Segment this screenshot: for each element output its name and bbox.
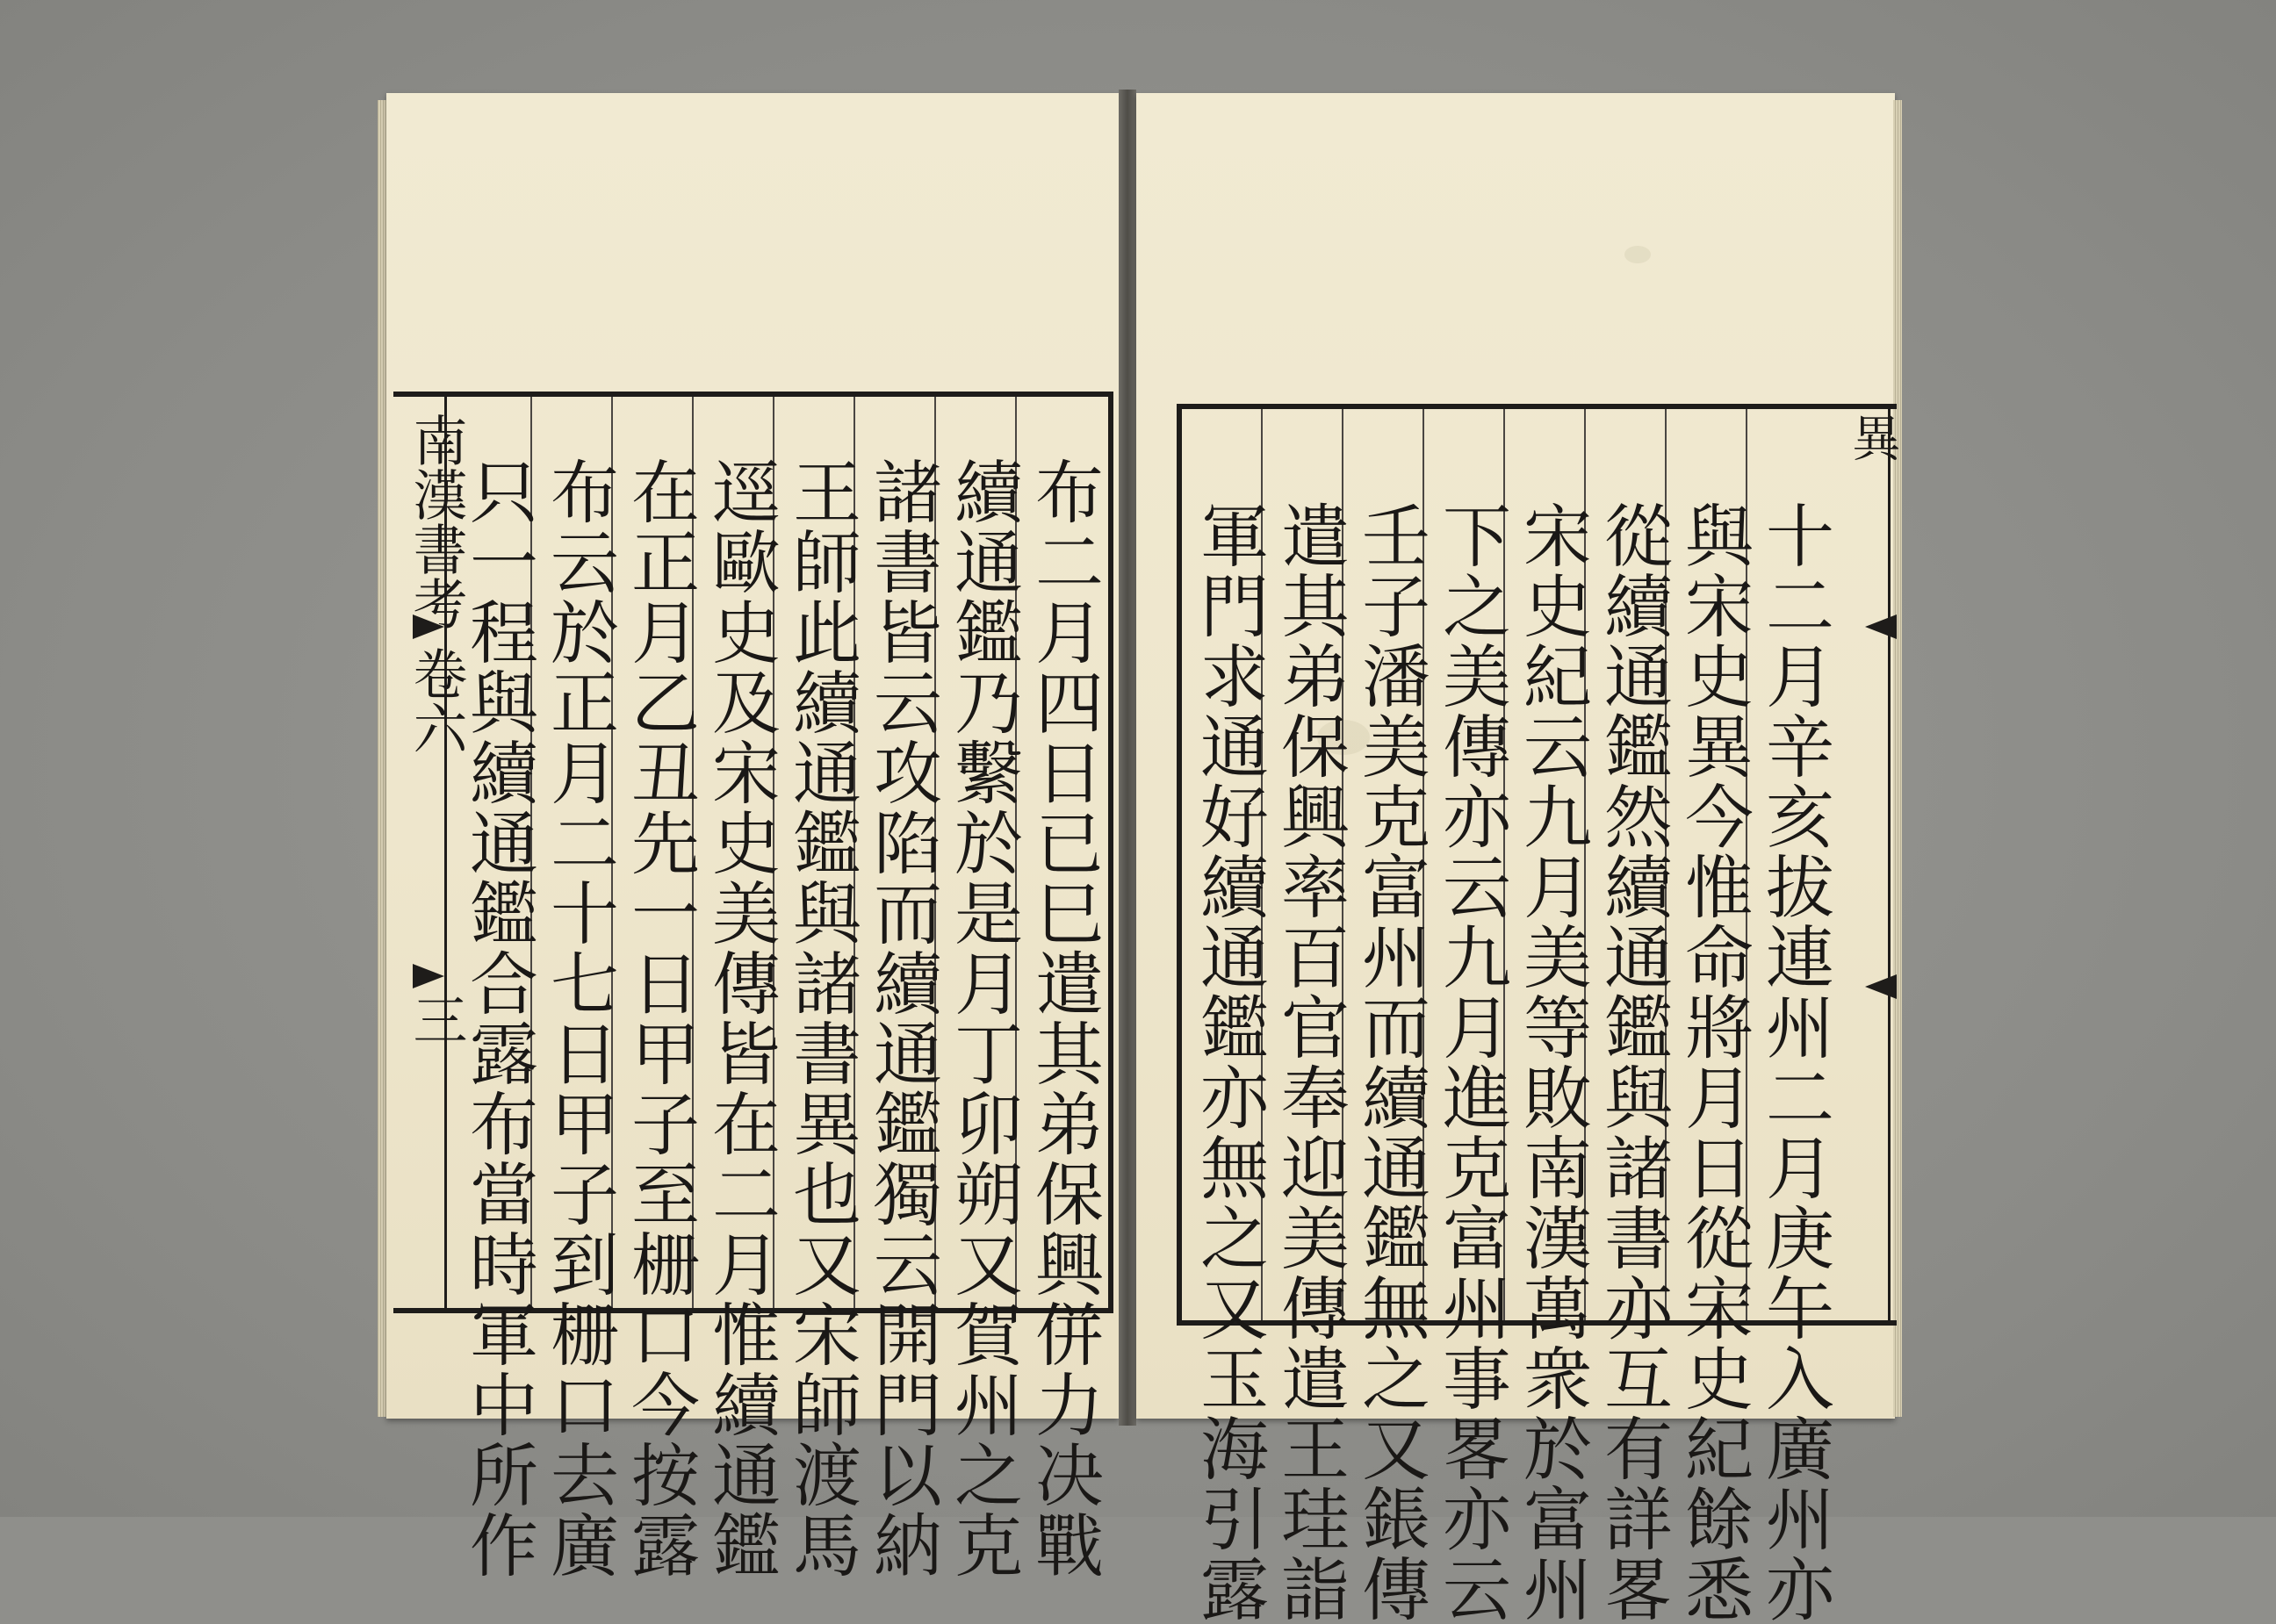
paper-stain <box>1624 246 1651 263</box>
left-page-edges <box>378 100 386 1417</box>
fishtail-mark-bottom <box>1865 974 1897 999</box>
left-column-1: 布二月四日已巳遣其弟保興併力决戰 <box>1024 456 1103 1580</box>
left-column-3: 諸書皆云攻陷而續通鑑獨云開門以納 <box>862 456 941 1580</box>
spine-volume: 卷六 <box>404 646 468 755</box>
book-gutter <box>1119 90 1136 1426</box>
left-column-6: 在正月乙丑先一日甲子至栅口今按露 <box>620 456 699 1580</box>
spine-title: 南漢書考 <box>404 413 468 630</box>
right-column-4: 宋史紀云九月美等敗南漢萬衆於富州 <box>1512 500 1591 1624</box>
left-column-2: 續通鑑乃繫於是月丁卯朔又賀州之克 <box>943 456 1022 1580</box>
left-column-8: 只一程與續通鑑合露布當時軍中所作 <box>458 456 537 1580</box>
right-column-5: 下之美傳亦云九月進克富州事畧亦云 <box>1431 500 1510 1624</box>
fishtail-mark-bottom <box>413 964 444 988</box>
left-column-4: 王師此續通鑑與諸書異也又宋師渡馬 <box>781 456 861 1580</box>
right-column-6: 壬子潘美克富州而續通鑑無之又鋹傳 <box>1350 500 1430 1624</box>
right-column-1: 十二月辛亥拔連州二月庚午入廣州亦 <box>1754 500 1833 1624</box>
spine-page-number: 三 <box>404 992 468 1046</box>
left-column-7: 布云於正月二十七日甲子到栅口去廣 <box>539 456 618 1580</box>
left-column-5: 逕歐史及宋史美傳皆在二月惟續通鑑 <box>701 456 780 1580</box>
margin-note: 異 <box>1844 413 1901 462</box>
fishtail-mark-top <box>1865 614 1897 639</box>
right-column-7: 遣其弟保興率百官奉迎美傳遣王珪詣 <box>1270 500 1349 1624</box>
right-column-2: 與宋史異今惟命將月日從宋史紀餘悉 <box>1674 500 1753 1624</box>
right-column-8: 軍門求通好續通鑑亦無之又玉海引露 <box>1189 500 1268 1624</box>
right-fold-rule <box>1888 404 1891 1326</box>
right-column-3: 從續通鑑然續通鑑與諸書亦互有詳畧 <box>1593 500 1672 1624</box>
